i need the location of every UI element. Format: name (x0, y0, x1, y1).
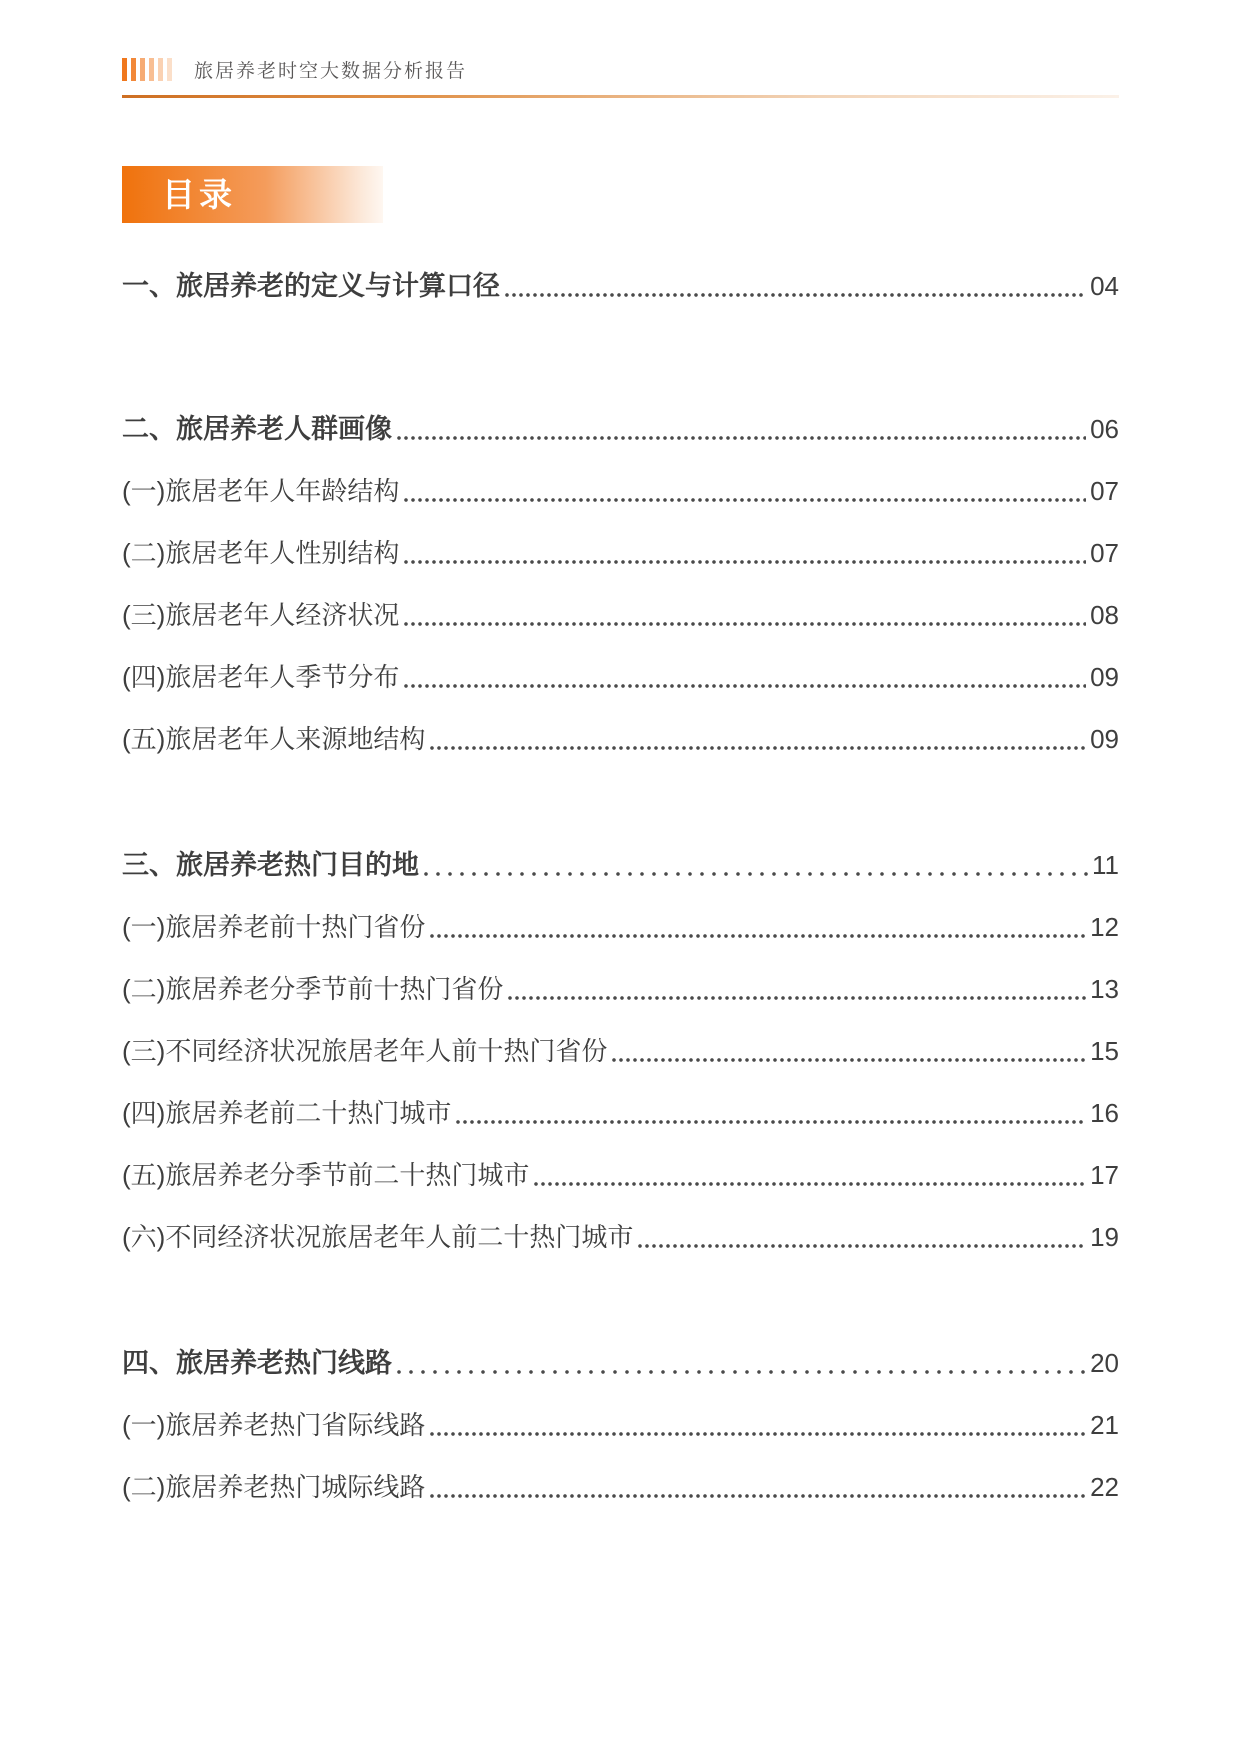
dot-leader (423, 871, 1088, 877)
toc-entry-page-number: 12 (1090, 911, 1119, 942)
toc-entry-page-number: 08 (1090, 599, 1119, 630)
toc-title-banner (122, 166, 383, 223)
dot-leader (429, 745, 1086, 751)
toc-entry[interactable] (122, 1345, 1119, 1379)
toc-entry-label: (二)旅居养老热门城际线路 (122, 1471, 426, 1502)
dot-leader (611, 1057, 1086, 1063)
toc-entry-page-number: 13 (1090, 973, 1119, 1004)
toc-entry[interactable] (122, 1407, 1119, 1441)
toc-entry-label: (二)旅居养老分季节前十热门省份 (122, 973, 504, 1004)
toc-entry-page-number: 07 (1090, 537, 1119, 568)
dot-leader (396, 435, 1086, 441)
toc-entry-label: 二、旅居养老人群画像 (122, 413, 392, 444)
toc-entry-label: (二)旅居老年人性别结构 (122, 537, 400, 568)
toc-entry[interactable] (122, 411, 1119, 445)
toc-entry[interactable] (122, 1033, 1119, 1067)
toc-entry[interactable] (122, 721, 1119, 755)
toc-entry-label: (三)不同经济状况旅居老年人前十热门省份 (122, 1035, 608, 1066)
toc-entry-label: (一)旅居老年人年龄结构 (122, 475, 400, 506)
toc-entry[interactable] (122, 659, 1119, 693)
toc-list (122, 268, 1119, 1503)
toc-entry-label: 三、旅居养老热门目的地 (122, 849, 419, 880)
toc-entry-label: (四)旅居老年人季节分布 (122, 661, 400, 692)
toc-entry-page-number: 20 (1090, 1347, 1119, 1378)
toc-entry-label: (四)旅居养老前二十热门城市 (122, 1097, 452, 1128)
toc-entry[interactable] (122, 535, 1119, 569)
toc-entry-label: 四、旅居养老热门线路 (122, 1347, 392, 1378)
toc-entry-page-number: 11 (1092, 849, 1119, 880)
toc-entry[interactable] (122, 1219, 1119, 1253)
toc-entry-label: (五)旅居老年人来源地结构 (122, 723, 426, 754)
report-title: 旅居养老时空大数据分析报告 (194, 61, 468, 82)
dot-leader (403, 621, 1086, 627)
toc-entry-label: (三)旅居老年人经济状况 (122, 599, 400, 630)
toc-entry-page-number: 15 (1090, 1035, 1119, 1066)
dot-leader (403, 497, 1086, 503)
toc-entry-label: (一)旅居养老前十热门省份 (122, 911, 426, 942)
toc-entry[interactable] (122, 597, 1119, 631)
toc-entry-label: (五)旅居养老分季节前二十热门城市 (122, 1159, 530, 1190)
toc-entry[interactable] (122, 473, 1119, 507)
dot-leader (429, 933, 1086, 939)
toc-entry-page-number: 16 (1090, 1097, 1119, 1128)
toc-entry-page-number: 17 (1090, 1159, 1119, 1190)
dot-leader (637, 1243, 1086, 1249)
dot-leader (507, 995, 1086, 1001)
toc-entry-label: 一、旅居养老的定义与计算口径 (122, 270, 500, 301)
dot-leader (504, 292, 1086, 298)
toc-entry-label: (六)不同经济状况旅居老年人前二十热门城市 (122, 1221, 634, 1252)
header-divider (122, 95, 1119, 98)
toc-entry-page-number: 22 (1090, 1471, 1119, 1502)
toc-title: 目录 (162, 176, 236, 213)
toc-entry[interactable] (122, 1469, 1119, 1503)
dot-leader (396, 1369, 1086, 1375)
dot-leader (455, 1119, 1086, 1125)
toc-entry-page-number: 09 (1090, 723, 1119, 754)
toc-entry[interactable] (122, 847, 1119, 881)
toc-entry-page-number: 07 (1090, 475, 1119, 506)
toc-entry-page-number: 21 (1090, 1409, 1119, 1440)
dot-leader (403, 559, 1086, 565)
page-header (122, 56, 1119, 83)
toc-entry-page-number: 06 (1090, 413, 1119, 444)
toc-entry-page-number: 19 (1090, 1221, 1119, 1252)
toc-entry[interactable] (122, 1095, 1119, 1129)
toc-entry[interactable] (122, 268, 1119, 302)
dot-leader (403, 683, 1086, 689)
dot-leader (429, 1431, 1086, 1437)
toc-entry[interactable] (122, 971, 1119, 1005)
dot-leader (533, 1181, 1086, 1187)
toc-entry-label: (一)旅居养老热门省际线路 (122, 1409, 426, 1440)
toc-entry[interactable] (122, 1157, 1119, 1191)
toc-entry-page-number: 04 (1090, 270, 1119, 301)
orange-bars-icon (122, 58, 172, 81)
toc-entry-page-number: 09 (1090, 661, 1119, 692)
dot-leader (429, 1493, 1086, 1499)
toc-entry[interactable] (122, 909, 1119, 943)
